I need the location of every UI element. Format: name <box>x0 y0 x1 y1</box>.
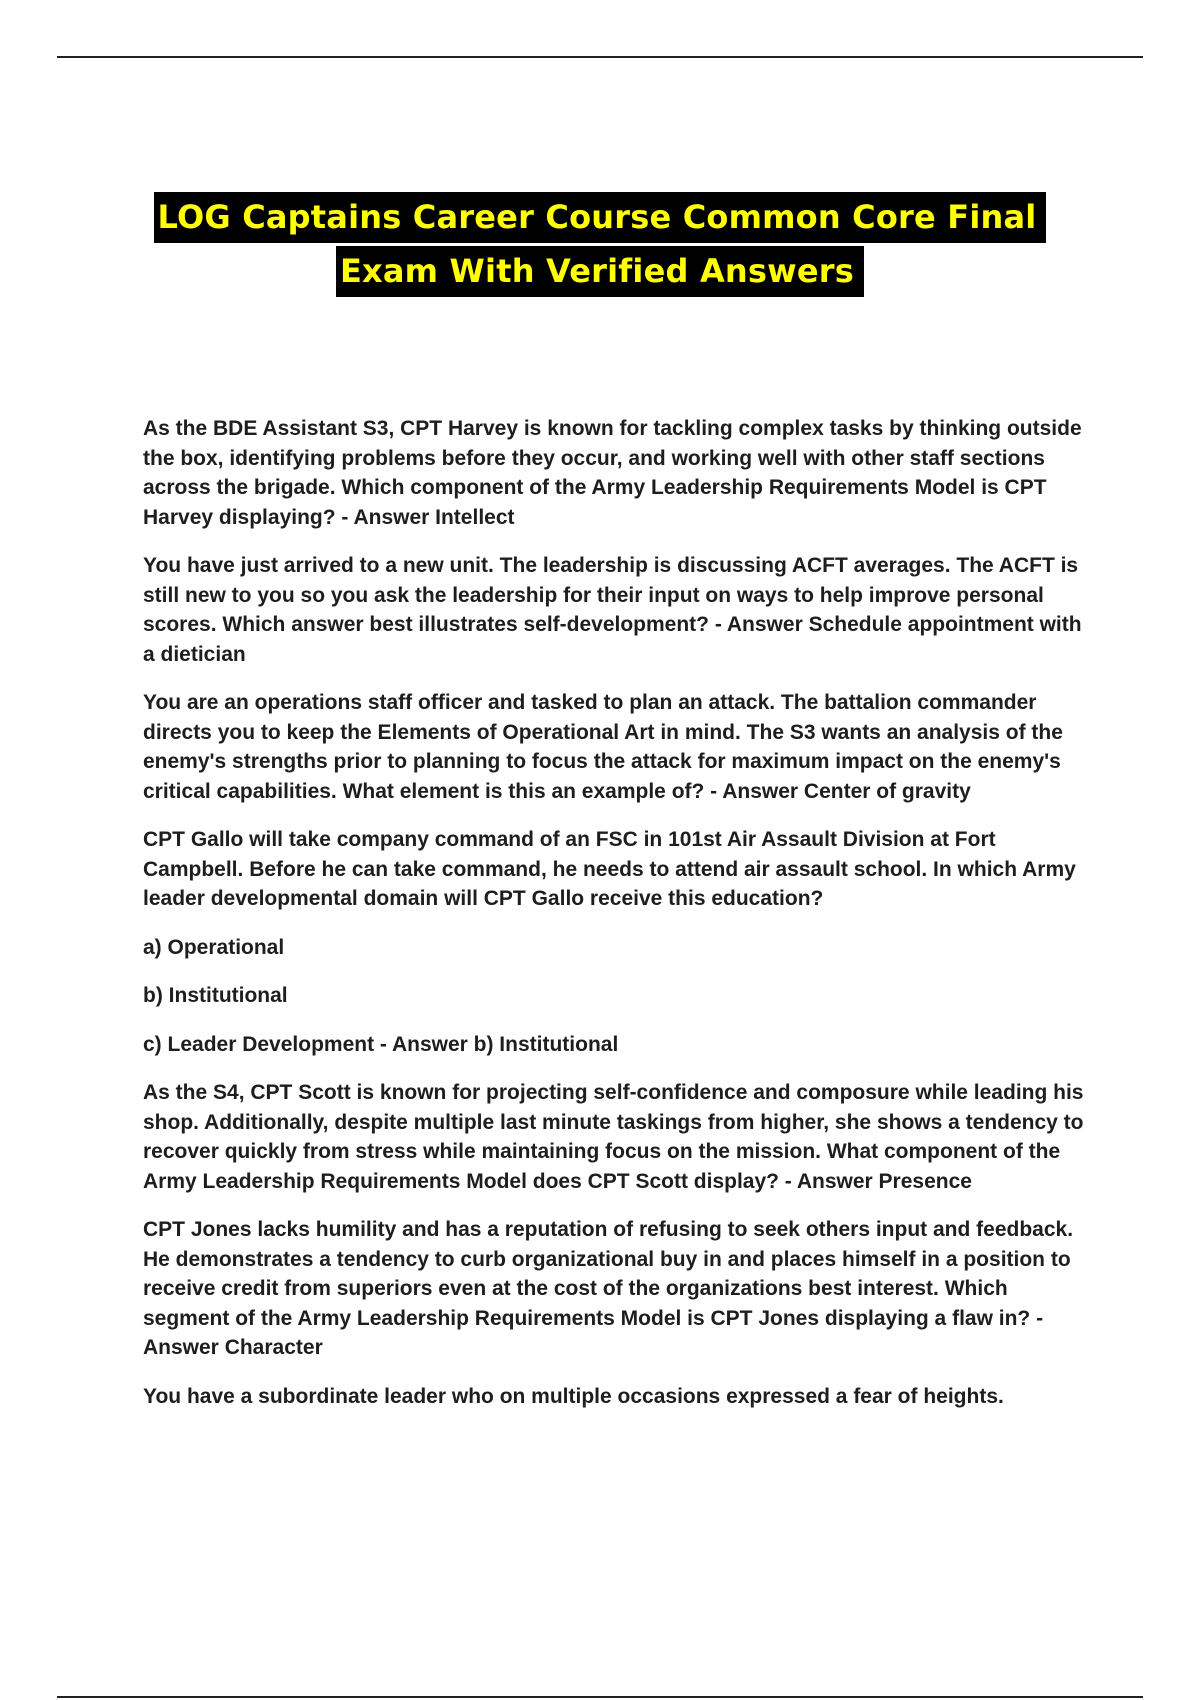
question-jones: CPT Jones lacks humility and has a reputation of refusing to seek others input and feedback. He demonstrates a tendency to curb organizational buy in and places himself in a position to receive credit from superiors even at the cost of the organizations best interest. Which segment of the Army Leadership Requirements Model is CPT Jones displaying a flaw in? - Answer Character <box>143 1218 1074 1359</box>
top-rule <box>57 56 1143 58</box>
question-acft: You have just arrived to a new unit. The leadership is discussing ACFT averages. The ACFT is still new to you so you ask the leadership for their input on ways to help improve personal scores. Which answer best illustrates self-development? - Answer Schedule appointment with a dietician <box>143 554 1082 666</box>
option-b: b) Institutional <box>143 984 288 1007</box>
option-a: a) Operational <box>143 935 285 959</box>
document-title <box>0 192 1200 297</box>
title-line-2: Exam With Verified Answers <box>336 246 864 297</box>
option-c-answer: c) Leader Development - Answer b) Institutional <box>143 1032 619 1056</box>
document-body <box>143 414 1093 1430</box>
question-operational-art: You are an operations staff officer and tasked to plan an attack. The battalion commander directs you to keep the Elements of Operational Art in mind. The S3 wants an analysis of the enemy's strengths prior to planning to focus the attack for maximum impact on the enemy's critical capabilities. What element is this an example of? - Answer Center of gravity <box>143 691 1063 803</box>
question-scott: As the S4, CPT Scott is known for projecting self-confidence and composure while leading his shop. Additionally, despite multiple last minute taskings from higher, she shows a tendency to recover quickly from stress while maintaining focus on the mission. What component of the Army Leadership Requirements Model does CPT Scott display? - Answer Presence <box>143 1081 1084 1193</box>
question-harvey: As the BDE Assistant S3, CPT Harvey is known for tackling complex tasks by thinking outside the box, identifying problems before they occur, and working well with other staff sections across the brigade. Which component of the Army Leadership Requirements Model is CPT Harvey displaying? - Answer Intellect <box>143 417 1082 529</box>
question-heights: You have a subordinate leader who on multiple occasions expressed a fear of heights. <box>143 1384 1004 1408</box>
bottom-rule <box>57 1696 1143 1698</box>
title-line-1: LOG Captains Career Course Common Core Final <box>154 192 1047 243</box>
question-gallo: CPT Gallo will take company command of an FSC in 101st Air Assault Division at Fort Campbell. Before he can take command, he needs to attend air assault school. In which Army leader developmental domain will CPT Gallo receive this education? <box>143 828 1076 910</box>
